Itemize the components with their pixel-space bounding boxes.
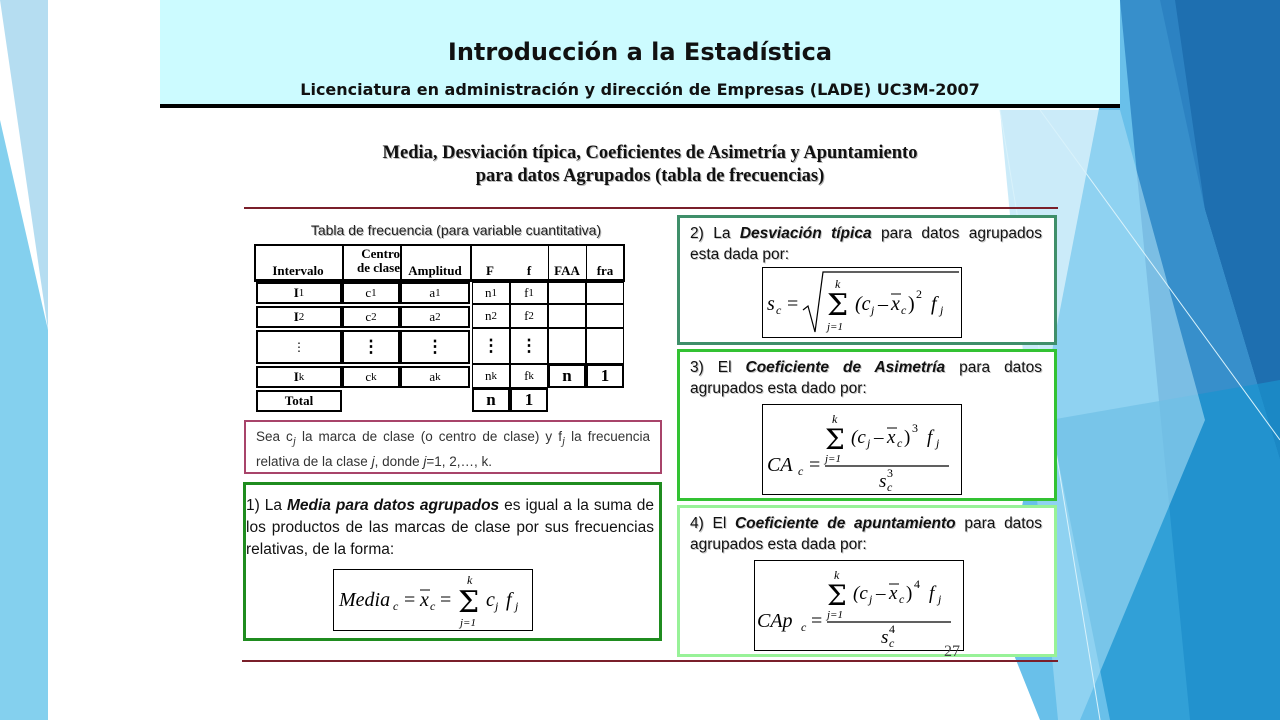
table-cell-dots-interval: ⋮ [256,330,342,364]
svg-text:f: f [929,583,935,604]
svg-text:j: j [867,436,871,450]
sigma-symbol: Σ [827,579,847,612]
svg-text:c: c [889,636,895,650]
definition-text: la frecuencia relativa de la clase [256,429,650,469]
cj-term: c [486,589,495,611]
svg-text:c: c [897,436,903,450]
asimetria-formula [762,404,962,495]
sub-j: j [515,599,519,613]
apuntamiento-description: 4) El Coeficiente de apuntamiento para datos agrupados esta dada por: [690,515,1042,553]
svg-text:k: k [834,568,840,582]
svg-text:–: – [876,583,886,604]
denominator: s [881,627,889,648]
table-cell-FAA-k: n [548,364,586,388]
table-cell-a-1: a 1 [400,282,470,304]
slide-title [240,142,1060,188]
media-lhs: Media [339,589,391,611]
svg-text:x: x [891,293,900,315]
top-divider [244,207,1058,209]
ca-lhs: CA [767,454,793,476]
svg-text:k: k [832,412,838,426]
definition-box [244,420,662,474]
table-cell-fra-k: 1 [586,364,624,388]
media-box [243,482,662,641]
table-cell-c-2: c 2 [342,306,400,328]
course-title: Introducción a la Estadística [447,38,833,66]
sd-lhs: s [767,293,775,315]
media-formula [333,569,533,631]
asimetria-box [677,349,1057,501]
svg-text:(c: (c [853,583,868,604]
sub-j: j [561,435,566,448]
header-sep [342,244,344,280]
media-description: 1) La Media para datos agrupados es igual a la suma de los productos de las marcas de clase por sus frecuencias relativas, de la forma: [246,497,654,558]
col-header-fra: fra [596,263,614,278]
table-cell-total-label: Total [256,390,342,412]
svg-text:j: j [938,592,942,606]
table-cell-f-k: f k [510,364,548,388]
sum-bottom: j=1 [460,617,476,629]
sub-c: c [801,620,807,634]
table-cell-dots-fra [586,328,624,364]
sigma-symbol: Σ [827,288,849,323]
table-cell-interval-2: I 2 [256,306,342,328]
table-cell-a-k: a k [400,366,470,388]
equals-sign: = [811,610,823,632]
course-subtitle: Licenciatura en administración y dirección de Empresas (LADE) UC3M-2007 [300,80,980,99]
desviacion-box [677,215,1057,345]
header-sep [470,244,472,280]
svg-text:x: x [889,583,898,604]
svg-text:): ) [908,293,915,315]
svg-text:f: f [927,427,933,448]
sub-c: c [430,599,436,613]
table-cell-n-2: n 2 [472,304,510,328]
asimetria-description: 3) El Coeficiente de Asimetría para datos agrupados esta dado por: [690,359,1042,397]
equals-sign: = [440,589,452,611]
definition-text: , donde [374,453,424,469]
sigma-symbol: Σ [458,585,480,620]
desviacion-description: 2) La Desviación típica para datos agrupados esta dada por: [690,225,1042,263]
apuntamiento-formula [754,560,964,651]
definition-text: Sea c [256,429,293,444]
definition-text: la marca de clase (o centro de clase) y f [295,429,562,444]
sd-term: (c [855,293,871,315]
svg-text:–: – [874,427,884,448]
equals-sign: = [404,589,416,611]
col-header-F: F [486,263,494,278]
sum-top: k [835,277,841,291]
table-cell-f-2: f 2 [510,304,548,328]
svg-text:–: – [878,293,888,315]
sub-c: c [798,464,804,478]
svg-text:3: 3 [912,421,918,435]
svg-text:): ) [906,583,913,604]
apuntamiento-box [677,505,1057,657]
svg-text:c: c [899,592,905,606]
equals-sign: = [809,454,821,476]
sigma-symbol: Σ [825,423,845,456]
fj-term: f [506,589,512,611]
table-cell-c-k: c k [342,366,400,388]
table-cell-fra-1 [586,282,624,304]
svg-text:c: c [887,480,893,494]
svg-text:c: c [901,303,907,317]
centro-line2: de clase [357,260,400,275]
table-cell-dots-n: ⋮ [472,328,510,364]
table-cell-dots-c: ⋮ [342,330,400,364]
col-header-f: f [526,263,532,278]
header-sep [548,244,549,280]
table-cell-interval-1: I 1 [256,282,342,304]
table-cell-c-1: c 1 [342,282,400,304]
xbar: x [420,589,429,611]
equals-sign: = [787,293,799,315]
table-cell-dots-FAA [548,328,586,364]
svg-text:j: j [871,303,875,317]
table-cell-dots-a: ⋮ [400,330,470,364]
centro-line1: Centro [361,246,400,261]
table-cell-FAA-1 [548,282,586,304]
header-sep [400,244,402,280]
table-cell-fra-2 [586,304,624,328]
svg-text:): ) [904,427,911,448]
svg-text:j: j [940,303,944,317]
col-header-amplitud: Amplitud [408,263,462,278]
table-cell-total-f: 1 [510,388,548,412]
svg-text:x: x [887,427,896,448]
table-cell-f-1: f 1 [510,282,548,304]
svg-text:f: f [931,293,937,315]
svg-text:4: 4 [889,622,895,636]
table-cell-total-F: n [472,388,510,412]
header-divider [160,104,1120,108]
definition-text: =1, 2,…, k. [426,453,493,469]
col-header-FAA: FAA [554,263,580,278]
var-j: j [423,453,427,469]
svg-text:j: j [869,592,873,606]
page-number: 27 [944,643,960,660]
svg-text:j: j [936,436,940,450]
svg-text:4: 4 [914,577,920,591]
svg-text:2: 2 [916,287,922,301]
table-cell-interval-k: I k [256,366,342,388]
cap-lhs: CAp [757,610,793,632]
table-caption: Tabla de frecuencia (para variable cuantitativa) [310,222,602,238]
slide-title-line1: Media, Desviación típica, Coeficientes de Asimetría y Apuntamiento [382,143,918,163]
sub-j: j [292,435,296,448]
table-cell-n-k: n k [472,364,510,388]
header-border [254,244,625,282]
svg-text:3: 3 [887,466,893,480]
svg-text:j=1: j=1 [825,453,841,465]
desviacion-formula [762,267,962,338]
header-sep [586,244,587,280]
var-j: j [371,453,375,469]
col-header-intervalo: Intervalo [272,263,324,278]
table-cell-FAA-2 [548,304,586,328]
svg-text:(c: (c [851,427,866,448]
table-cell-dots-f: ⋮ [510,328,548,364]
sum-bottom: j=1 [827,321,843,333]
sub-c: c [393,599,399,613]
slide-title-line2: para datos Agrupados (tabla de frecuencias) [475,166,825,186]
sum-top: k [467,573,473,587]
table-cell-a-2: a 2 [400,306,470,328]
svg-text:j=1: j=1 [827,609,843,621]
denominator: s [879,471,887,492]
table-cell-n-1: n 1 [472,282,510,304]
bottom-divider [242,660,1058,662]
frequency-table [254,244,626,412]
sub-j: j [495,599,499,613]
sub-c: c [776,303,782,317]
